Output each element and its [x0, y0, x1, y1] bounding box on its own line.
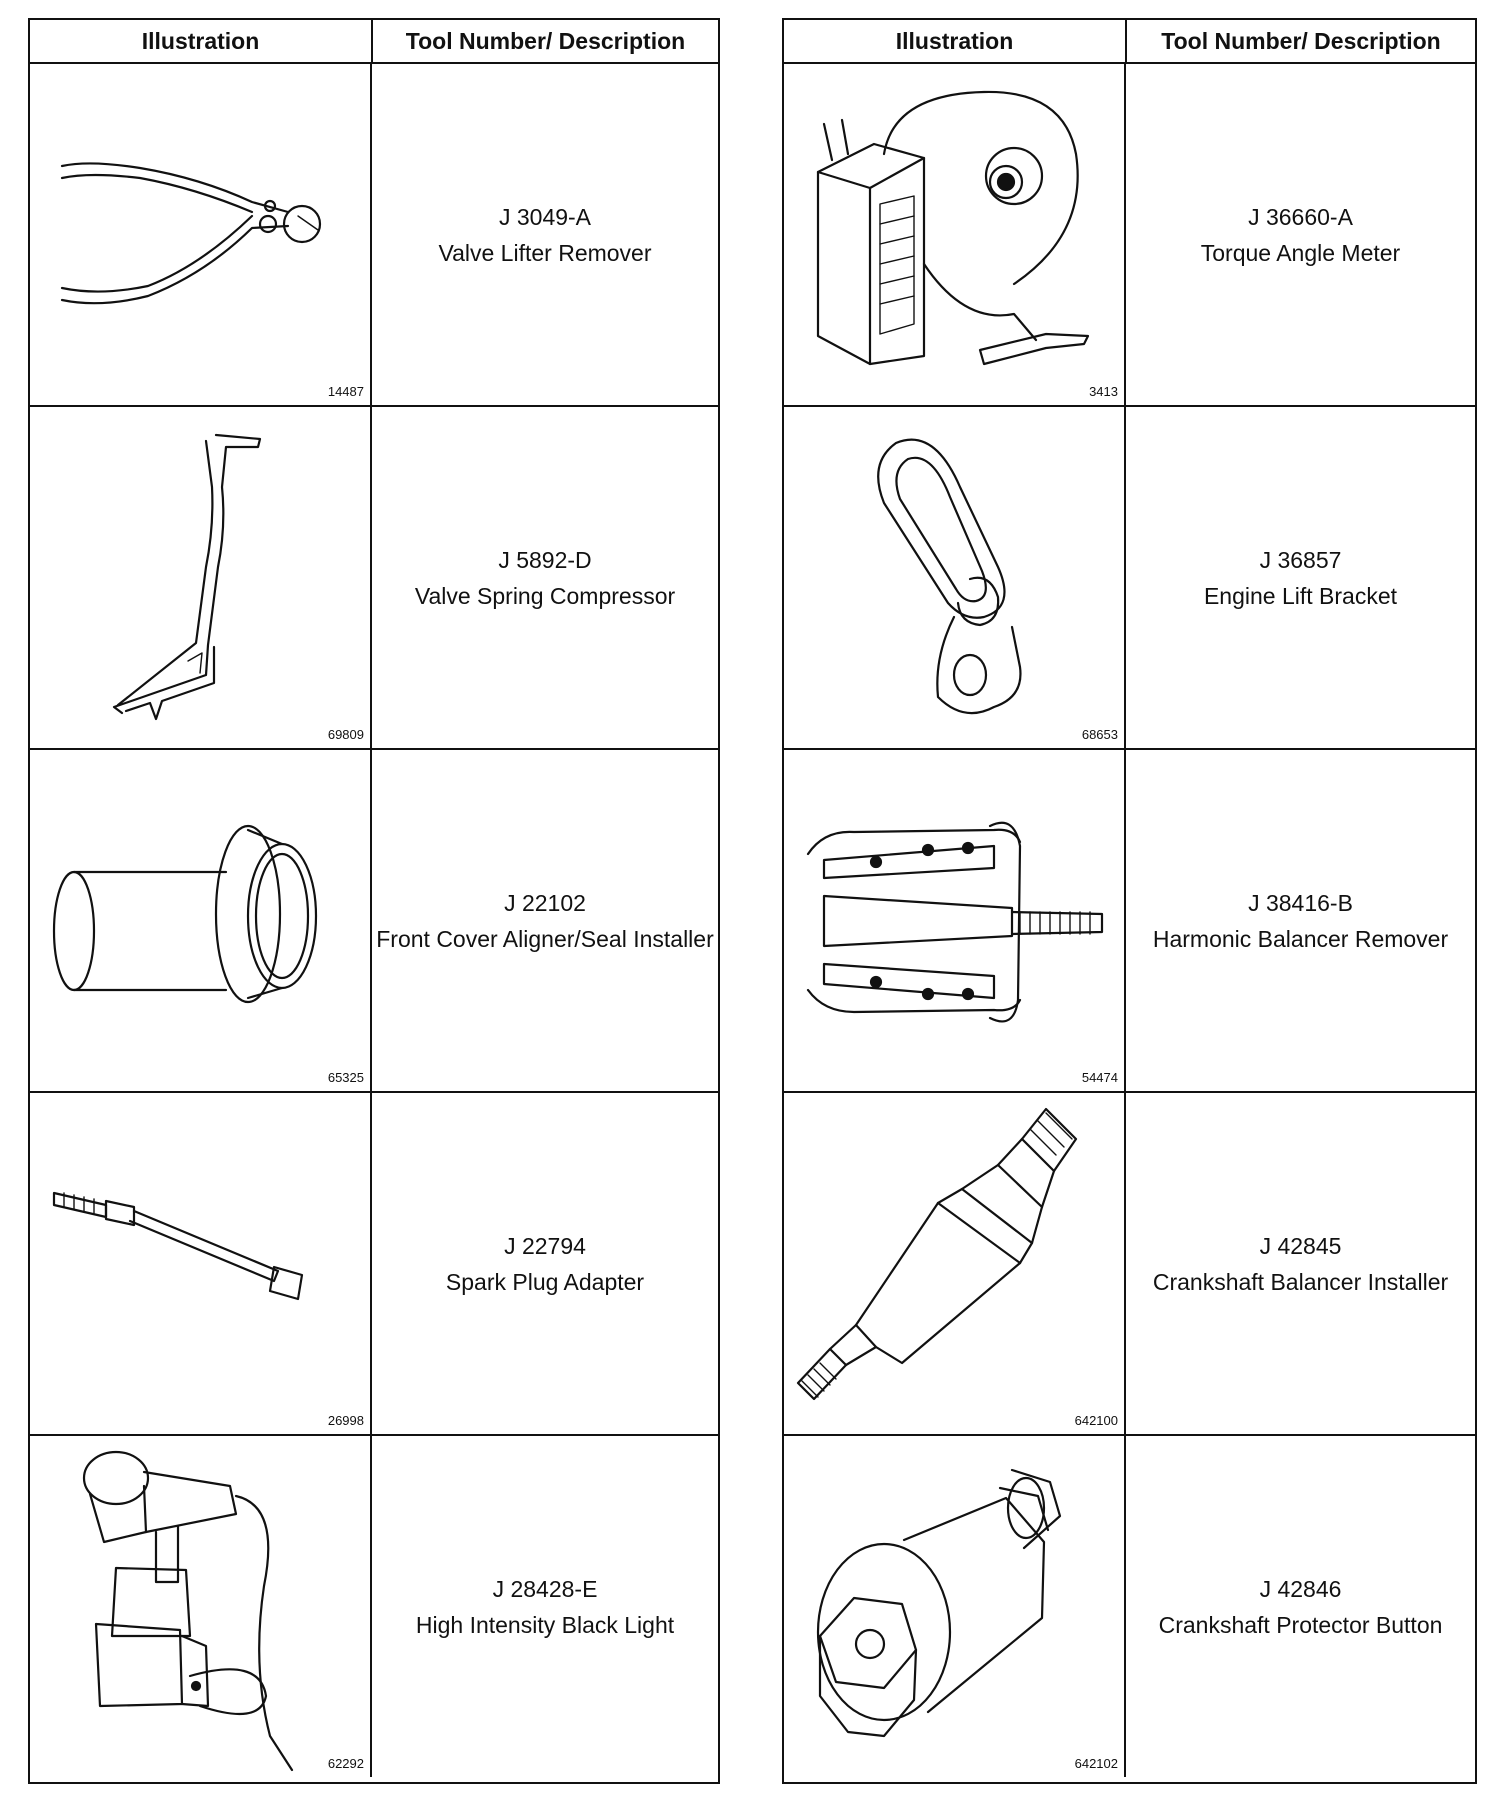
illustration-cell	[784, 407, 1126, 748]
figure-number: 642102	[1074, 1756, 1118, 1771]
table-row	[784, 1436, 1475, 1777]
illustration-cell	[784, 64, 1126, 405]
tool-description: Crankshaft Protector Button	[1158, 1611, 1443, 1638]
figure-number: 642100	[1074, 1413, 1118, 1428]
button-icon	[784, 1436, 1124, 1777]
description-cell	[1126, 1436, 1475, 1777]
table-header	[784, 20, 1475, 64]
description-cell	[1126, 407, 1475, 748]
illustration-cell	[30, 1093, 372, 1434]
figure-number: 68653	[1081, 727, 1118, 742]
table-row	[784, 64, 1475, 407]
table-row	[784, 1093, 1475, 1436]
illustration-header: Illustration	[30, 20, 373, 62]
tool-description: Crankshaft Balancer Installer	[1152, 1268, 1449, 1295]
table-row	[30, 64, 718, 407]
description-header: Tool Number/ Description	[405, 27, 686, 54]
description-cell	[372, 750, 718, 1091]
illustration-cell	[30, 64, 372, 405]
bracket-icon	[784, 407, 1124, 748]
figure-number: 65325	[327, 1070, 364, 1085]
tool-description: High Intensity Black Light	[415, 1611, 675, 1638]
table-row	[784, 407, 1475, 750]
illustration-cell	[30, 750, 372, 1091]
description-header: Tool Number/ Description	[1161, 27, 1441, 54]
puller-icon	[784, 750, 1124, 1091]
table-row	[30, 750, 718, 1093]
tool-description: Harmonic Balancer Remover	[1152, 925, 1449, 952]
tool-number: J 5892-D	[498, 546, 592, 573]
pliers-icon	[30, 64, 370, 405]
table-header	[30, 20, 718, 64]
tool-description: Torque Angle Meter	[1200, 239, 1401, 266]
illustration-cell	[784, 1093, 1126, 1434]
tool-description: Spark Plug Adapter	[445, 1268, 645, 1295]
lamp-icon	[30, 1436, 370, 1777]
tool-number: J 36660-A	[1248, 203, 1353, 230]
tool-description: Valve Spring Compressor	[414, 582, 676, 609]
table-row	[30, 1436, 718, 1777]
tool-table-right	[782, 18, 1477, 1784]
tool-number: J 42845	[1259, 1232, 1342, 1259]
tool-table-left	[28, 18, 720, 1784]
illustration-cell	[30, 407, 372, 748]
description-cell	[372, 1436, 718, 1777]
illustration-cell	[30, 1436, 372, 1777]
tool-description: Engine Lift Bracket	[1203, 582, 1398, 609]
figure-number: 69809	[327, 727, 364, 742]
figure-number: 54474	[1081, 1070, 1118, 1085]
tool-number: J 42846	[1259, 1575, 1342, 1602]
cylinder-icon	[30, 750, 370, 1091]
tool-number: J 22102	[504, 889, 586, 916]
description-cell	[372, 407, 718, 748]
tool-number: J 38416-B	[1248, 889, 1353, 916]
illustration-cell	[784, 1436, 1126, 1777]
table-row	[30, 1093, 718, 1436]
figure-number: 26998	[327, 1413, 364, 1428]
installer-icon	[784, 1093, 1124, 1434]
description-cell	[1126, 1093, 1475, 1434]
lever-icon	[30, 407, 370, 748]
adapter-icon	[30, 1093, 370, 1434]
figure-number: 62292	[327, 1756, 364, 1771]
illustration-header: Illustration	[784, 20, 1127, 62]
illustration-cell	[784, 750, 1126, 1091]
tool-number: J 3049-A	[498, 203, 592, 230]
tool-number: J 22794	[504, 1232, 586, 1259]
tool-number: J 36857	[1259, 546, 1342, 573]
meter-icon	[784, 64, 1124, 405]
description-cell	[372, 1093, 718, 1434]
description-cell	[1126, 64, 1475, 405]
table-row	[784, 750, 1475, 1093]
description-cell	[1126, 750, 1475, 1091]
figure-number: 3413	[1089, 384, 1118, 399]
tool-description: Valve Lifter Remover	[438, 239, 652, 266]
tool-description: Front Cover Aligner/Seal Installer	[376, 925, 714, 952]
tool-number: J 28428-E	[492, 1575, 598, 1602]
description-cell	[372, 64, 718, 405]
table-row	[30, 407, 718, 750]
figure-number: 14487	[327, 384, 364, 399]
